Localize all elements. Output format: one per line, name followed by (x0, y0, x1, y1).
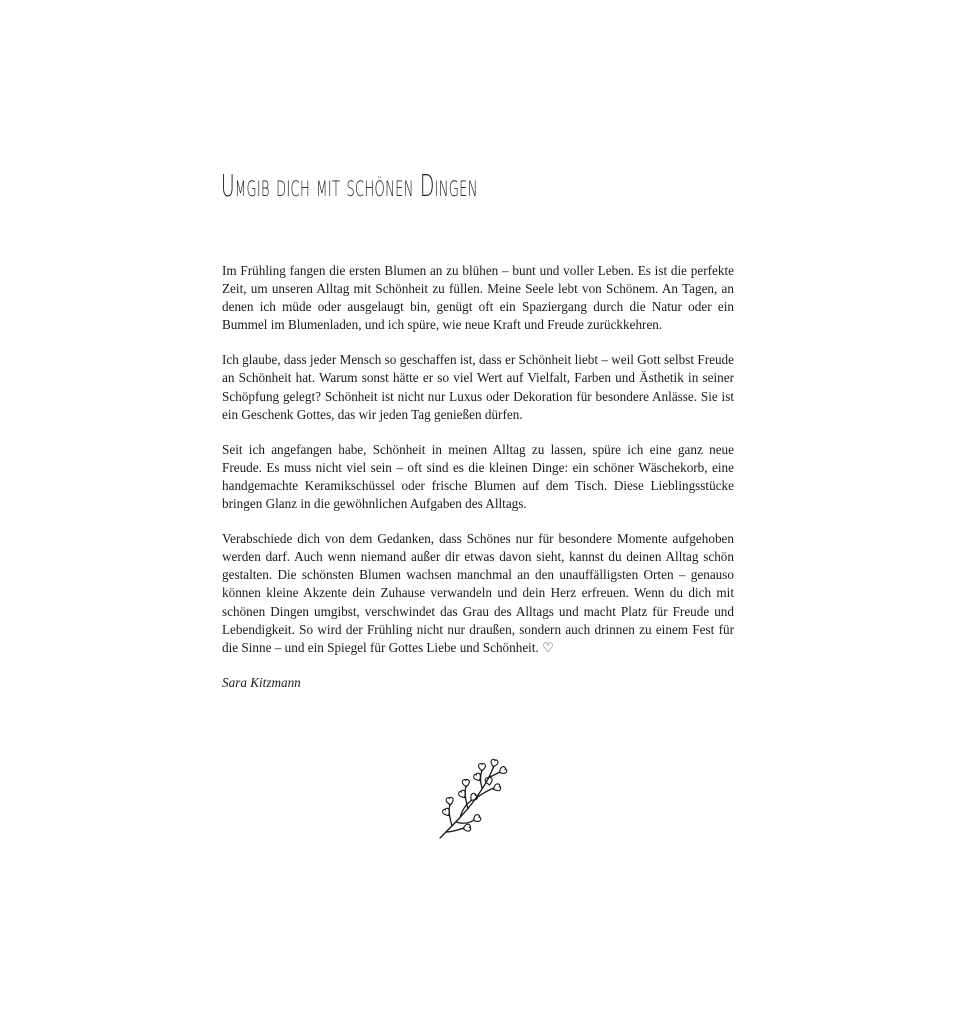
article-body (222, 262, 734, 692)
paragraph: Seit ich angefangen habe, Schönheit in meinen Alltag zu lassen, spüre ich eine ganz neue Freude. Es muss nicht viel sein – oft sind es die kleinen Dinge: ein schöner Wäschekorb, eine handgemachte Keramikschüssel oder frische Blumen auf dem Tisch. Diese Lieblingsstücke bringen Glanz in die gewöhnlichen Aufgaben des Alltags. (222, 441, 734, 512)
paragraph: Ich glaube, dass jeder Mensch so geschaffen ist, dass er Schönheit liebt – weil Gott selbst Freude an Schönheit hat. Warum sonst hätte er so viel Wert auf Vielfalt, Farben und Ästhetik in seiner Schöpfung gelegt? Schönheit ist nicht nur Luxus oder Dekoration für besondere Anlässe. Sie ist ein Geschenk Gottes, das wir jeden Tag genießen dürfen. (222, 352, 734, 422)
paragraph: Verabschiede dich von dem Gedanken, dass Schönes nur für besondere Momente aufgehoben werden darf. Auch wenn niemand außer dir etwas davon sieht, kannst du deinen Alltag schön gestalten. Die schönsten Blumen wachsen manchmal an den unauffälligsten Orten – genauso können kleine Akzente dein Zuhause verwandeln und dein Herz erfreuen. Wenn du dich mit schönen Dingen umgibst, verschwindet das Grau des Alltags und macht Platz für Freude und Lebendigkeit. So wird der Frühling nicht nur draußen, sondern auch drinnen zu einem Fest für die Sinne – und ein Spiegel für Gottes Liebe und Schönheit. ♡ (222, 531, 734, 655)
heart-branch-icon (432, 758, 512, 844)
author-signature: Sara Kitzmann (222, 674, 301, 690)
page-title: Umgib dich mit schönen Dingen (221, 169, 478, 204)
paragraph: Im Frühling fangen die ersten Blumen an zu blühen – bunt und voller Leben. Es ist die perfekte Zeit, um unseren Alltag mit Schönheit zu füllen. Meine Seele lebt von Schönem. An Tagen, an denen ich müde oder ausgelaugt bin, genügt oft ein Spaziergang durch die Natur oder ein Bummel im Blumenladen, und ich spüre, wie neue Kraft und Freude zurückkehren. (222, 263, 734, 333)
